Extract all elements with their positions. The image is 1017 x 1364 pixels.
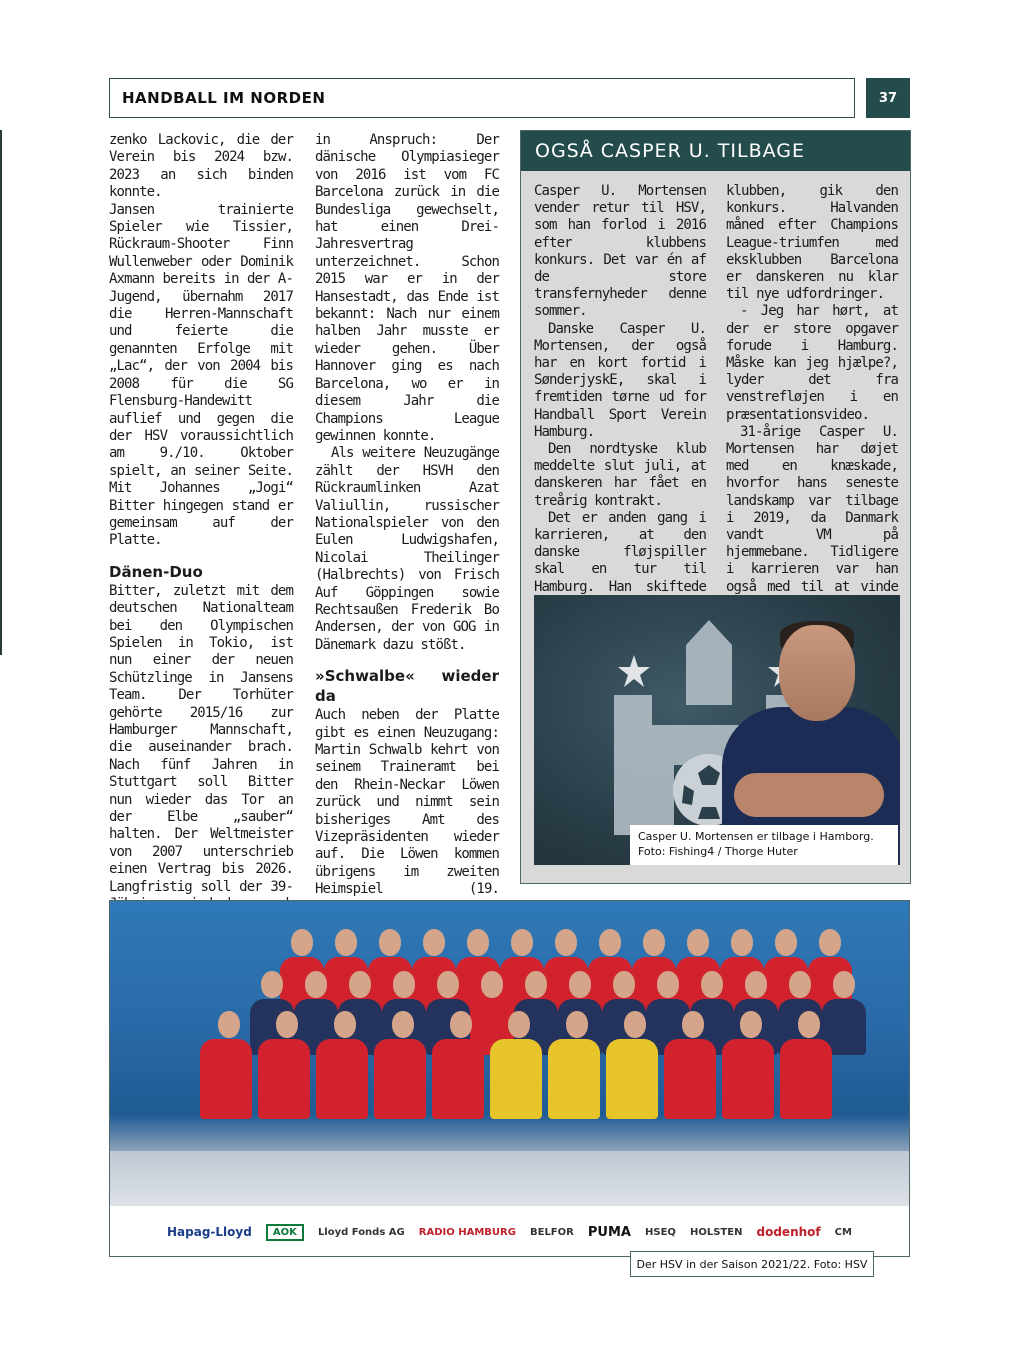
subheading-daenen-duo: Dänen-Duo xyxy=(109,562,203,581)
team-photo xyxy=(109,900,910,1257)
sidebar-header xyxy=(521,131,910,171)
paragraph: - Jeg har hørt, at der er store opgaver forude i Hamburg. Måske kan jeg hjælpe?, lyder det fra venstrefløjen i en præsentationsvideo. xyxy=(726,303,898,423)
team-photo-caption: Der HSV in der Saison 2021/22. Foto: HSV xyxy=(630,1251,874,1277)
article-column-1 xyxy=(109,132,293,1018)
paragraph: Den nordtyske klub meddelte slut juli, at danskeren har fået en treårig kontrakt. xyxy=(534,441,706,509)
section-header xyxy=(109,78,855,118)
sidebar-column-2 xyxy=(726,183,898,630)
sidebar-title: OGSÅ CASPER U. TILBAGE xyxy=(535,140,806,162)
margin-rule xyxy=(0,130,2,655)
photo-caption xyxy=(630,825,898,865)
paragraph: klubben, gik den konkurs. Halvanden måned efter Champions League-triumfen med eksklubben Barcelona er danskeren nu klar til nye udfordringer. xyxy=(726,183,898,303)
paragraph: Det er anden gang i karrieren, at den danske fløjspiller skal en tur til Hamburg. Han skiftede xyxy=(534,509,706,595)
paragraph: Bitter, zuletzt mit dem deutschen Nationalteam bei den Olympischen Spielen in Tokio, ist nun einer der neuen Schützlinge in Jansens Team. Der Torhüter gehörte 2015/16 zur Hamburger Mannschaft, die auseinander brach. Nach fünf Jahren in Stuttgart soll Bitter nun wieder das Tor an der Elbe „sauber“ halten. Der Weltmeister von 2007 unterschrieb einen Vertrag bis 2026. Langfristig soll der 39- xyxy=(109,582,293,895)
paragraph: zenko Lackovic, die der Verein bis 2024 bzw. 2023 an sich binden konnte. xyxy=(109,132,293,201)
caption-line: Casper U. Mortensen er tilbage i Hamborg. xyxy=(638,830,874,843)
sidebar-box xyxy=(520,130,911,884)
paragraph: in Anspruch: Der dänische Olympiasieger von 2016 ist vom FC Barcelona zurück in die Bundesliga gewechselt, hat einen Drei-Jahresvertrag unterzeichnet. Schon 2015 war er in der Hansestadt, das Ende ist bekannt: Nach nur einem halben Jahr musste er wieder gehen. Über Hannover ging es nach Barcelona, wo er in diesem Jahr die Champions League gewinnen konnte. xyxy=(315,132,499,444)
sponsor-logo: CM xyxy=(834,1226,852,1238)
caption-line: Foto: Fishing4 / Thorge Huter xyxy=(638,845,798,858)
sponsor-logo: BELFOR xyxy=(529,1226,574,1238)
player-portrait-photo xyxy=(534,595,900,865)
paragraph: Als weitere Neuzugänge zählt der HSVH den Rückraumlinken Azat Valiullin, russischer Nationalspieler von den Eulen Ludwigshafen, Nicolai Theilinger (Halbrechts) von Frisch Auf Göppingen sowie Rechtsaußen Frederik Bo Andersen, der von GOG in Dänemark dazu stößt. xyxy=(315,445,499,653)
sidebar-column-1 xyxy=(534,183,706,647)
sponsor-logo: RADIO HAMBURG xyxy=(418,1226,516,1238)
paragraph: 31-årige Casper U. Mortensen har døjet med en knæskade, hvorfor hans seneste landskamp var tilbage i 2019, da Danmark vandt VM på hjemmebane. Tidligere i karrieren var han også med til at vinde xyxy=(726,423,898,595)
paragraph: Danske Casper U. Mortensen, der også har en kort fortid i SønderjyskE, skal i fremtiden tørne ud for Handball Sport Verein Hamburg. xyxy=(534,320,706,440)
player-crossed-arms xyxy=(734,773,884,817)
sponsor-logo: Lloyd Fonds AG xyxy=(317,1226,405,1238)
paragraph: Casper U. Mortensen vender retur til HSV, som han forlod i 2016 efter klubbens konkurs. Det var én af de store transfernyheder denne sommer. xyxy=(534,183,706,320)
floor xyxy=(110,1151,909,1206)
sponsor-logo: HSEQ xyxy=(645,1226,676,1238)
sponsor-logo: dodenhof xyxy=(756,1225,821,1239)
front-row xyxy=(200,1011,838,1119)
team-photo-image xyxy=(110,901,909,1206)
subheading-schwalbe: »Schwalbe« wieder da xyxy=(315,667,499,706)
paragraph: Jansen trainierte Spieler wie Tissier, Rückraum-Shooter Finn Wullenweber oder Dominik Axmann bereits in der A-Jugend, übernahm 2017 die Herren-Mannschaft und feierte die genannten Erfolge mit „Lac“, der von 2004 bis 2008 für die SG Flensburg-Handewitt auflief und gegen die der HSV voraussichtlich am 9./10. Oktober spielt, an seiner Seite. Mit Johannes „Jogi“ Bitter hingegen stand er gemeinsam auf der Platte. xyxy=(109,201,293,549)
sponsor-logo: HOLSTEN xyxy=(689,1226,743,1238)
sponsor-logo: AOK xyxy=(266,1224,304,1241)
player-face xyxy=(779,625,855,721)
page-number: 37 xyxy=(866,78,910,118)
section-title: HANDBALL IM NORDEN xyxy=(122,89,326,107)
sponsor-logo: PUMA xyxy=(587,1224,631,1240)
sponsor-logo: Hapag-Lloyd xyxy=(167,1225,252,1239)
sponsor-strip xyxy=(110,1206,909,1257)
article-column-2 xyxy=(315,132,499,968)
paragraph: Auch neben der Platte gibt es einen Neuzugang: Martin Schwalb kehrt von seinem Traineramt bei den Rhein-Neckar Löwen zurück und nimmt sein bisheriges Amt des Vizepräsidenten wieder auf. Die Löwen kommen übrigens im zweiten Heimspiel (19. xyxy=(315,707,499,898)
